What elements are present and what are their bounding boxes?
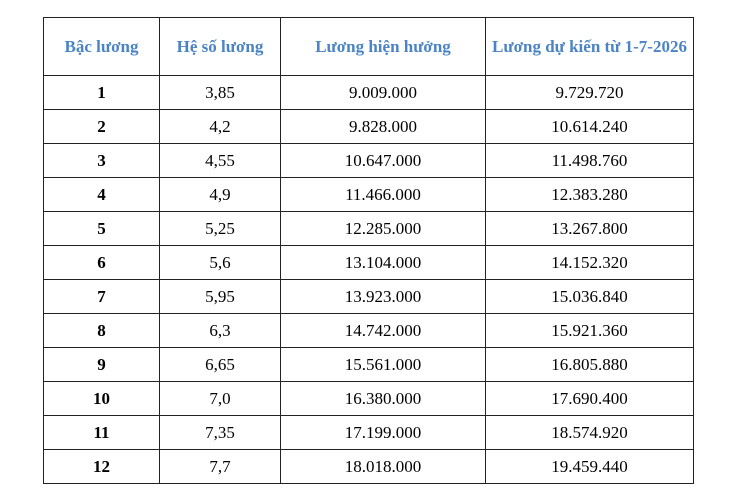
cell-salary-coefficient: 6,3 — [160, 314, 281, 348]
cell-salary-level: 7 — [44, 280, 160, 314]
cell-salary-coefficient: 7,0 — [160, 382, 281, 416]
cell-salary-level: 11 — [44, 416, 160, 450]
table-row — [44, 246, 694, 280]
cell-salary-level: 4 — [44, 178, 160, 212]
cell-projected-salary: 11.498.760 — [486, 144, 694, 178]
table-row — [44, 416, 694, 450]
cell-projected-salary: 19.459.440 — [486, 450, 694, 484]
table-row — [44, 280, 694, 314]
cell-projected-salary: 15.921.360 — [486, 314, 694, 348]
header-salary-level: Bậc lương — [44, 18, 160, 76]
cell-salary-level: 3 — [44, 144, 160, 178]
cell-projected-salary: 18.574.920 — [486, 416, 694, 450]
table-row — [44, 76, 694, 110]
cell-projected-salary: 9.729.720 — [486, 76, 694, 110]
cell-current-salary: 16.380.000 — [281, 382, 486, 416]
table-body — [44, 76, 694, 484]
cell-current-salary: 13.104.000 — [281, 246, 486, 280]
cell-current-salary: 15.561.000 — [281, 348, 486, 382]
cell-projected-salary: 16.805.880 — [486, 348, 694, 382]
table-header — [44, 18, 694, 76]
header-row — [44, 18, 694, 76]
table-row — [44, 450, 694, 484]
cell-salary-coefficient: 7,7 — [160, 450, 281, 484]
salary-table — [43, 17, 694, 484]
header-projected-salary: Lương dự kiến từ 1-7-2026 — [486, 18, 694, 76]
cell-salary-coefficient: 7,35 — [160, 416, 281, 450]
cell-salary-coefficient: 5,6 — [160, 246, 281, 280]
cell-projected-salary: 17.690.400 — [486, 382, 694, 416]
cell-salary-level: 10 — [44, 382, 160, 416]
cell-salary-coefficient: 4,2 — [160, 110, 281, 144]
table-row — [44, 348, 694, 382]
cell-projected-salary: 10.614.240 — [486, 110, 694, 144]
cell-salary-level: 9 — [44, 348, 160, 382]
table-row — [44, 212, 694, 246]
cell-salary-coefficient: 6,65 — [160, 348, 281, 382]
table-row — [44, 382, 694, 416]
table-row — [44, 144, 694, 178]
cell-salary-coefficient: 4,55 — [160, 144, 281, 178]
cell-current-salary: 14.742.000 — [281, 314, 486, 348]
header-current-salary: Lương hiện hưởng — [281, 18, 486, 76]
cell-projected-salary: 12.383.280 — [486, 178, 694, 212]
table-row — [44, 314, 694, 348]
cell-salary-level: 2 — [44, 110, 160, 144]
cell-current-salary: 10.647.000 — [281, 144, 486, 178]
cell-salary-level: 6 — [44, 246, 160, 280]
cell-projected-salary: 15.036.840 — [486, 280, 694, 314]
cell-salary-level: 5 — [44, 212, 160, 246]
table-row — [44, 110, 694, 144]
cell-current-salary: 18.018.000 — [281, 450, 486, 484]
cell-salary-level: 8 — [44, 314, 160, 348]
cell-projected-salary: 13.267.800 — [486, 212, 694, 246]
cell-salary-level: 12 — [44, 450, 160, 484]
cell-salary-coefficient: 5,25 — [160, 212, 281, 246]
cell-current-salary: 9.828.000 — [281, 110, 486, 144]
cell-salary-coefficient: 3,85 — [160, 76, 281, 110]
cell-current-salary: 9.009.000 — [281, 76, 486, 110]
cell-current-salary: 12.285.000 — [281, 212, 486, 246]
table-row — [44, 178, 694, 212]
cell-current-salary: 17.199.000 — [281, 416, 486, 450]
header-salary-coefficient: Hệ số lương — [160, 18, 281, 76]
cell-current-salary: 11.466.000 — [281, 178, 486, 212]
cell-salary-coefficient: 5,95 — [160, 280, 281, 314]
cell-current-salary: 13.923.000 — [281, 280, 486, 314]
cell-salary-coefficient: 4,9 — [160, 178, 281, 212]
cell-projected-salary: 14.152.320 — [486, 246, 694, 280]
cell-salary-level: 1 — [44, 76, 160, 110]
